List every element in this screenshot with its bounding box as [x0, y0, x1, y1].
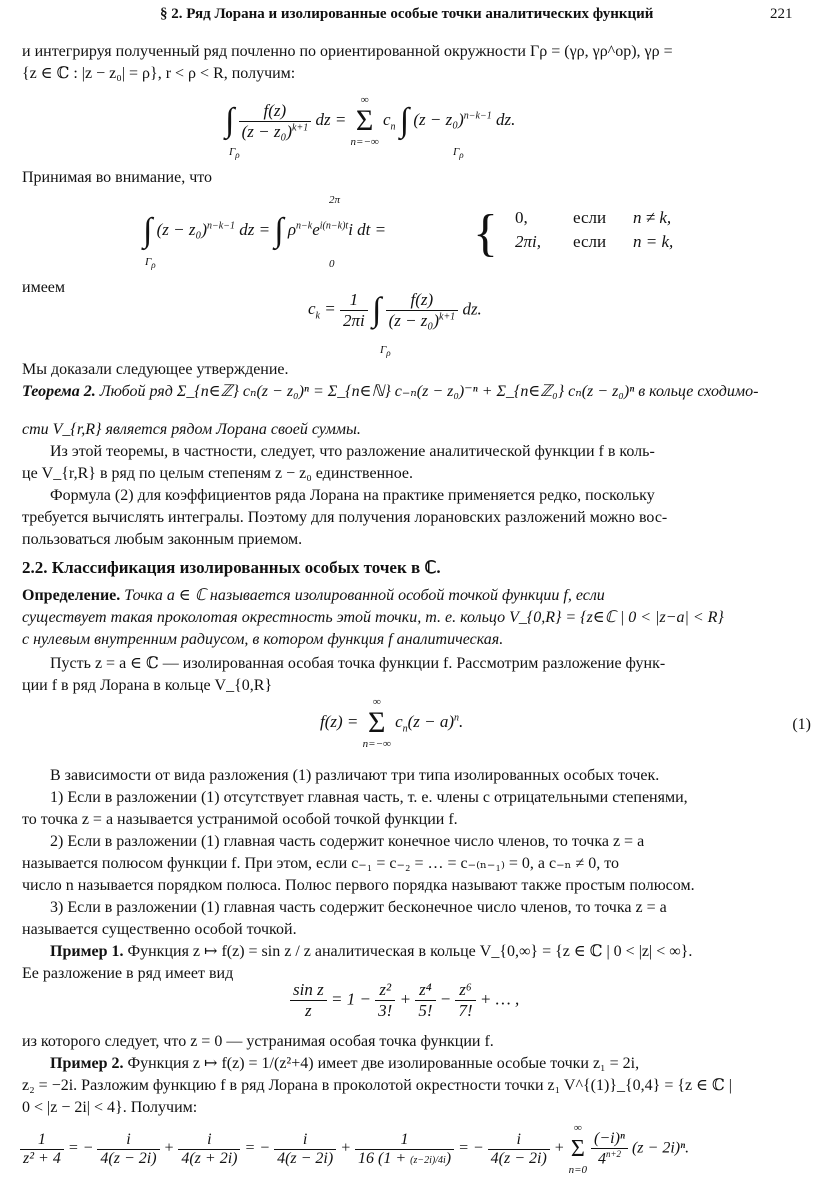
text-line: называется существенно особой точкой.	[22, 921, 297, 938]
example-line	[50, 1054, 812, 1074]
text-line: Принимая во внимание, что	[22, 169, 213, 186]
definition-line: существует такая проколотая окрестность этой точки, т. е. кольцо V_{0,R} = {z∈ℂ | 0 < |z−a| < R}	[22, 609, 724, 626]
text-line: то точка z = a называется устранимой особой точкой функции f.	[22, 811, 458, 828]
text-line: В зависимости от вида разложения (1) различают три типа изолированных особых точек.	[50, 767, 660, 784]
example-label: Пример 1.	[50, 943, 124, 960]
text-line: Из этой теоремы, в частности, следует, что разложение аналитической функции f в коль-	[50, 443, 655, 460]
formula-coefficient: $c_k$ = $\frac{1}{2\pi i}$ ∫ $\frac{f(z)}{(z - z_0)^{k+1}}$ dz. $\Gamma_\rho$	[308, 290, 482, 359]
theorem-label: Теорема 2.	[22, 383, 96, 400]
text-line: ции f в ряд Лорана в кольце V_{0,R}	[22, 677, 273, 694]
text-line: 0 < |z − 2i| < 4}. Получим:	[22, 1099, 198, 1116]
text-line: Мы доказали следующее утверждение.	[22, 361, 289, 378]
definition-line: с нулевым внутренним радиусом, в котором функция f аналитическая.	[22, 631, 504, 648]
formula-laurent-example: $\frac{1}{\text{z² + 4}}$ = − $\frac{i}{4(z - 2i)}$ + $\frac{i}{4(z + 2i)}$ = − $\frac{i}{4(z - 2i)}$ + $\frac{1}{16 (1 + (z-2i)/4i)}$ = − $\frac{i}{4(z - 2i)}$ + ∞ Σ n=0 $\frac{\text{(−i)ⁿ}}{4^{n+2}}$ (z − 2i)ⁿ.	[20, 1122, 820, 1186]
example-label: Пример 2.	[50, 1055, 124, 1072]
formula-sin-series: $\frac{\text{sin z}}{z}$ = 1 − $\frac{\text{z²}}{3!}$ + $\frac{\text{z⁴}}{5!}$ − $\frac{\text{z⁶}}{7!}$ + … ,	[290, 980, 590, 1030]
text-line: и интегрируя полученный ряд почленно по ориентированной окружности Γρ = (γρ, γρ^op), γρ =	[22, 43, 673, 60]
formula-laurent-series: f(z) = ∞ Σ n=−∞ $c_n(z - a)^n$.	[320, 696, 464, 750]
theorem-line	[22, 382, 812, 402]
equation-number: (1)	[792, 716, 811, 733]
text-line: Ее разложение в ряд имеет вид	[22, 965, 234, 982]
example-line	[50, 942, 812, 962]
text-line: 3) Если в разложении (1) главная часть содержит бесконечное число членов, то точка z = a	[50, 899, 667, 916]
text-line: Пусть z = a ∈ ℂ — изолированная особая точка функции f. Рассмотрим разложение функ-	[50, 655, 666, 672]
theorem-text: Любой ряд Σ_{n∈ℤ} cₙ(z − z₀)ⁿ = Σ_{n∈ℕ} c₋ₙ(z − z₀)⁻ⁿ + Σ_{n∈ℤ₀} cₙ(z − z₀)ⁿ в кольце сходимо-	[99, 383, 759, 400]
text-line: из которого следует, что z = 0 — устранимая особая точка функции f.	[22, 1033, 494, 1050]
theorem-line: сти V_{r,R} является рядом Лорана своей суммы.	[22, 421, 361, 438]
text-line: имеем	[22, 279, 66, 296]
formula-integral-cases: ∫ $(z - z_0)^{n-k-1}$ dz = ∫ $\rho^{n-k}e^{i(n-k)t}i$ dt = { 0, если n ≠ k, 2πi, если n = k, $\Gamma_\rho$ 2π 0	[143, 194, 674, 271]
section-heading: 2.2. Классификация изолированных особых точек в ℂ.	[22, 558, 441, 577]
example-text: Функция z ↦ f(z) = sin z / z аналитическая в кольце V_{0,∞} = {z ∈ ℂ | 0 < |z| < ∞}.	[127, 943, 693, 960]
text-line: пользоваться любым законным приемом.	[22, 531, 303, 548]
page-number: 221	[770, 6, 793, 22]
text-line: называется полюсом функции f. При этом, если c₋₁ = c₋₂ = … = c₋₍ₙ₋₁₎ = 0, а c₋ₙ ≠ 0, то	[22, 855, 620, 872]
text-line: 2) Если в разложении (1) главная часть содержит конечное число членов, то точка z = a	[50, 833, 645, 850]
text-line: Формула (2) для коэффициентов ряда Лорана на практике применяется редко, поскольку	[50, 487, 655, 504]
running-header: § 2. Ряд Лорана и изолированные особые точки аналитических функций	[160, 6, 654, 22]
example-text: Функция z ↦ f(z) = 1/(z²+4) имеет две изолированные особые точки z₁ = 2i,	[127, 1055, 640, 1072]
formula-contour-integral: ∫ $\frac{f(z)}{(z - z_0)^{k+1}}$ dz = ∞ Σ n=−∞ $c_n$ ∫ $(z - z_0)^{n-k-1}$ dz. $\Gamma_\rho$ $\Gamma_\rho$	[225, 94, 516, 161]
text-line: це V_{r,R} в ряд по целым степеням z − z₀ единственное.	[22, 465, 414, 482]
definition-label: Определение.	[22, 587, 121, 604]
text-line: z₂ = −2i. Разложим функцию f в ряд Лорана в проколотой окрестности точки z₁ V^{(1)}_{0,4} = {z ∈ ℂ |	[22, 1077, 732, 1094]
definition-line	[22, 586, 812, 606]
text-line: {z ∈ ℂ : |z − z₀| = ρ}, r < ρ < R, получим:	[22, 65, 296, 82]
text-line: 1) Если в разложении (1) отсутствует главная часть, т. е. члены с отрицательными степенями,	[50, 789, 688, 806]
text-line: число n называется порядком полюса. Полюс первого порядка называют также простым полюсом.	[22, 877, 695, 894]
definition-text: Точка a ∈ ℂ называется изолированной особой точкой функции f, если	[124, 587, 605, 604]
text-line: требуется вычислять интегралы. Поэтому для получения лорановских разложений можно вос-	[22, 509, 668, 526]
